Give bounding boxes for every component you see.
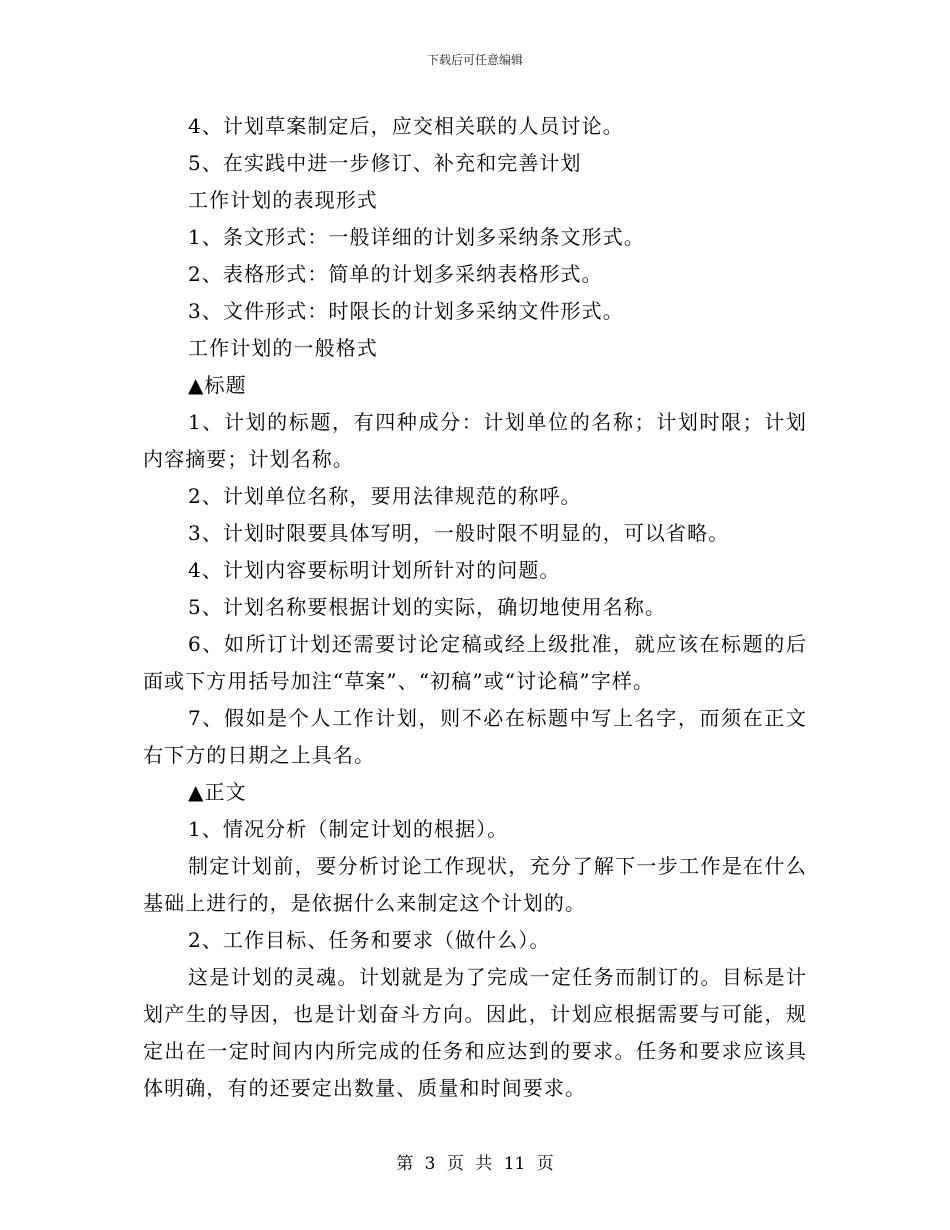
paragraph: 4、计划内容要标明计划所针对的问题。 <box>188 558 561 582</box>
paragraph: 3、计划时限要具体写明，一般时限不明显的，可以省略。 <box>188 521 730 545</box>
paragraph: 3、文件形式：时限长的计划多采纳文件形式。 <box>188 299 624 323</box>
paragraph: 1、情况分析（制定计划的根据）。 <box>188 817 509 841</box>
subsection-heading: ▲正文 <box>188 780 247 804</box>
section-heading: 工作计划的表现形式 <box>188 188 378 212</box>
paragraph: 这是计划的灵魂。计划就是为了完成一定任务而制订的。目标是计划产生的导因，也是计划奋斗方向。因此，计划应根据需要与可能，规定出在一定时间内内所完成的任务和应达到的要求。任务和要求应该具体明确，有的还要定出数量、质量和时间要求。 <box>143 965 807 1100</box>
paragraph: 1、计划的标题，有四种成分：计划单位的名称；计划时限；计划内容摘要；计划名称。 <box>143 410 807 471</box>
page-header-note: 下载后可任意编辑 <box>426 53 523 67</box>
document-body <box>143 108 807 1107</box>
section-heading: 工作计划的一般格式 <box>188 336 378 360</box>
paragraph: 5、计划名称要根据计划的实际，确切地使用名称。 <box>188 595 667 619</box>
paragraph: 7、假如是个人工作计划，则不必在标题中写上名字，而须在正文右下方的日期之上具名。 <box>143 706 807 767</box>
paragraph: 4、计划草案制定后，应交相关联的人员讨论。 <box>188 114 624 138</box>
paragraph: 6、如所订计划还需要讨论定稿或经上级批准，就应该在标题的后面或下方用括号加注“草案”、“初稿”或“讨论稿”字样。 <box>143 632 807 693</box>
paragraph: 制定计划前，要分析讨论工作现状，充分了解下一步工作是在什么基础上进行的，是依据什么来制定这个计划的。 <box>143 854 807 915</box>
paragraph: 2、计划单位名称，要用法律规范的称呼。 <box>188 484 582 508</box>
paragraph: 1、条文形式：一般详细的计划多采纳条文形式。 <box>188 225 645 249</box>
subsection-heading: ▲标题 <box>188 373 247 397</box>
paragraph: 5、在实践中进一步修订、补充和完善计划 <box>188 151 582 175</box>
paragraph: 2、工作目标、任务和要求（做什么）。 <box>188 928 551 952</box>
paragraph: 2、表格形式：简单的计划多采纳表格形式。 <box>188 262 603 286</box>
page-number-footer: 第 3 页 共 11 页 <box>396 1154 554 1174</box>
